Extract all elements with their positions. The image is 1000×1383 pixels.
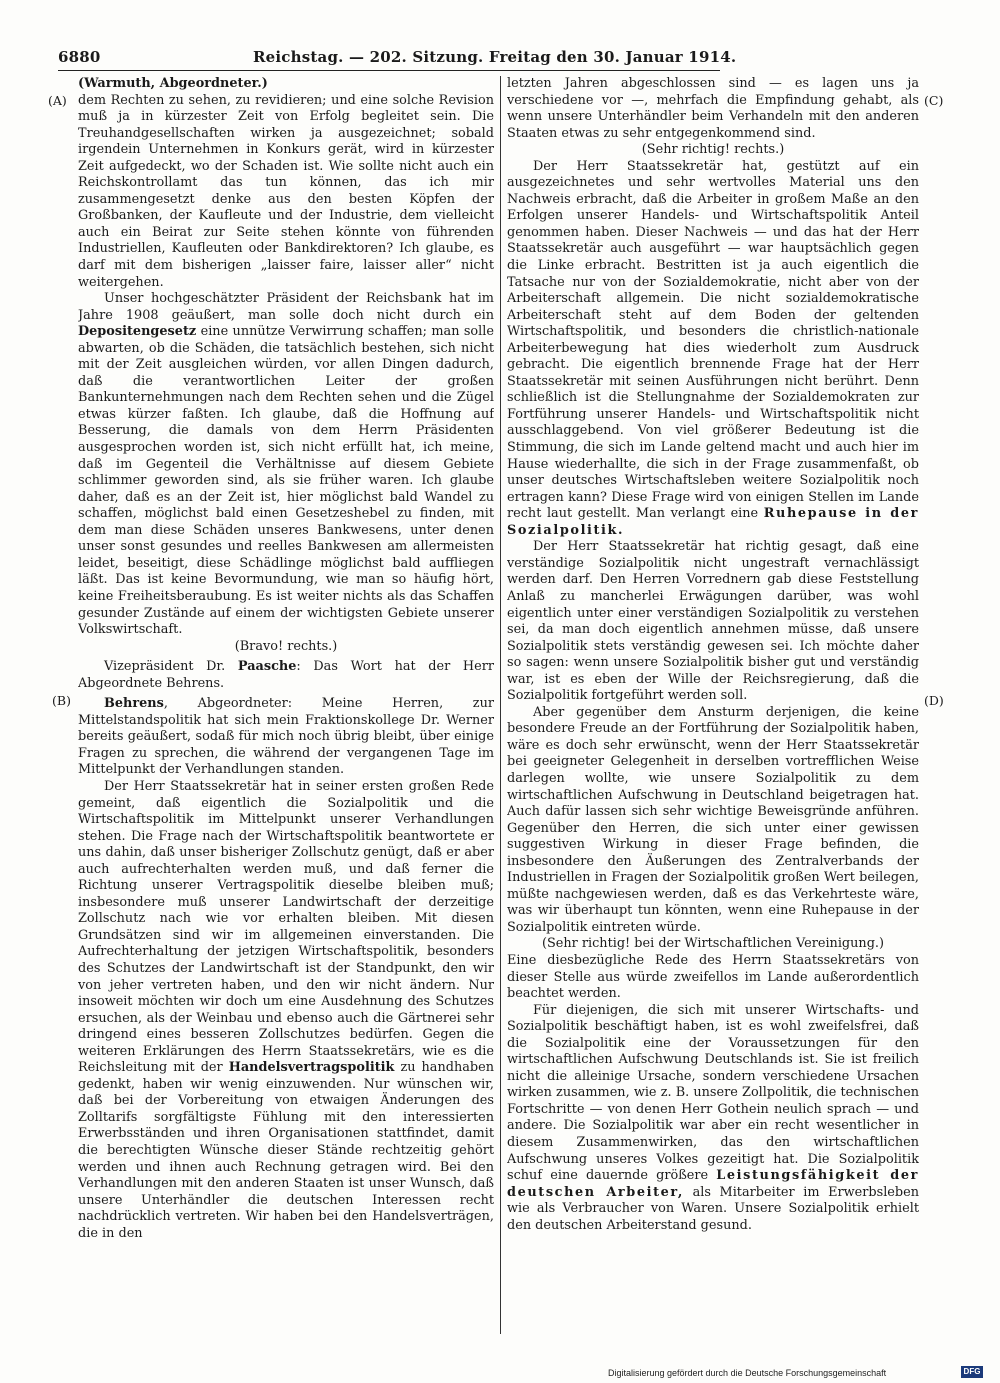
- interjection: (Sehr richtig! rechts.): [641, 142, 785, 158]
- digitization-credit: Digitalisierung gefördert durch die Deutsche Forschungsgemeinschaft: [608, 1368, 887, 1378]
- running-title: Reichstag. — 202. Sitzung. Freitag den 30. Januar 1914.: [253, 48, 737, 66]
- interjection: (Bravo! rechts.): [234, 638, 338, 654]
- paragraph: Der Herr Staatssekretär hat, gestützt auf ein ausgezeichnetes und sehr wertvolles Material uns den Nachweis erbracht, daß die Arbeiter in großem Maße an den Erfolgen unserer Handels- und Wirtschaftspolitik Anteil genommen haben. Dieser Nachweis — und das hat der Herr Staatssekretär auch ausgeführt — war hauptsächlich gegen die Linke erbracht. Bestritten ist ja auch eigentlich die Tatsache nur von der Sozialdemokratie, nicht aber von der Arbeiterschaft allgemein. Die nicht sozialdemokratische Arbeiterschaft steht auf dem Boden der geltenden Wirtschaftspolitik, und besonders die christlich-nationale Arbeiterbewegung hat dies wiederholt zum Ausdruck gebracht. Die eigentlich brennende Frage hat der Herr Staatssekretär mit seinen Ausführungen nicht berührt. Denn schließlich ist die Stellungnahme der Sozialdemokraten zur Fortführung unserer Handels- und Wirtschaftspolitik nicht ausschlaggebend. Von viel größerer Bedeutung ist die Stimmung, die sich im Lande geltend macht und auch hier im Hause wiederhallte, die sich in der Frage zusammenfaßt, ob unser deutsches Wirtschaftsleben weitere Sozialpolitik noch ertragen kann? Diese Frage wird von einigen Stellen im Lande recht laut gestellt. Man verlangt eine Ruhepause in der Sozialpolitik.: [507, 158, 919, 538]
- paragraph: Für diejenigen, die sich mit unserer Wirtschafts- und Sozialpolitik beschäftigt haben, ist es wohl zweifelsfrei, daß die Sozialpolitik eine der Voraussetzungen für den wirtschaftlichen Aufschwung Deutschlands ist. Sie ist freilich nicht die alleinige Ursache, sondern verschiedene Ursachen wirken zusammen, wie z. B. unsere Zollpolitik, die technischen Fortschritte — von denen Herr Gothein neulich sprach — und andere. Die Sozialpolitik war aber ein recht wesentlicher in diesem Zusammenwirken, das den wirtschaftlichen Aufschwung unseres Volkes gezeitigt hat. Die Sozialpolitik schuf eine dauernde größere Leistungsfähigkeit der deutschen Arbeiter, als Mitarbeiter im Erwerbsleben wie als Verbraucher von Waren. Unsere Sozialpolitik erhielt den deutschen Arbeiterstand gesund.: [507, 1002, 919, 1233]
- margin-marker-a: (A): [48, 93, 67, 108]
- left-column: [78, 76, 494, 1334]
- paragraph: Unser hochgeschätzter Präsident der Reichsbank hat im Jahre 1908 geäußert, man solle doch nicht durch ein Depositengesetz eine unnütze Verwirrung schaffen; man solle abwarten, ob die Schäden, die tatsächlich bestehen, sich nicht mit der Zeit ausgleichen würden, vor allen Dingen dadurch, daß die verantwortlichen Leiter der großen Bankunternehmungen nach dem Rechten sehen und die Zügel etwas kürzer faßten. Ich glaube, daß die Hoffnung auf Besserung, die damals von dem Herrn Präsidenten ausgesprochen worden ist, sich nicht erfüllt hat, ich meine, daß im Gegenteil die Verhältnisse auf diesem Gebiete schlimmer geworden sind, als sie früher waren. Ich glaube daher, daß es an der Zeit ist, hier möglichst bald Wandel zu schaffen, möglichst bald einen Gesetzeshebel zu finden, mit dem man diese Schäden unseres Bankwesens, unter denen unser sonst gesundes und reelles Bankwesen am allermeisten leidet, beseitigt, diese Schädlinge möglichst bald auffliegen läßt. Das ist keine Bevormundung, wie man so häufig hört, keine Freiheitsberaubung. Es ist weiter nichts als das Schaffen gesunder Zustände auf einem der wichtigsten Gebiete unserer Volkswirtschaft.: [78, 291, 494, 638]
- column-divider: [500, 76, 501, 1334]
- speaker-name: Behrens: [104, 696, 164, 712]
- paragraph: letzten Jahren abgeschlossen sind — es lagen uns ja verschiedene vor —, mehrfach die Empfindung gehabt, als wenn unsere Unterhändler beim Verhandeln mit den anderen Staaten etwas zu sehr entgegenkommend sind.: [507, 76, 919, 141]
- speaker-intro: Vizepräsident Dr. Paasche: Das Wort hat der Herr Abgeordnete Behrens.: [78, 659, 494, 691]
- paragraph: Der Herr Staatssekretär hat richtig gesagt, daß eine verständige Sozialpolitik nicht ungestraft vernachlässigt werden darf. Den Herren Vorrednern gab diese Feststellung Anlaß zu mancherlei Erwägungen darüber, was wohl eigentlich unter einer verständigen Sozialpolitik zu verstehen sei, da man doch eigentlich annehmen müsse, daß unsere Sozialpolitik stets verständig gewesen sei. Ich möchte daher so sagen: wenn unsere Sozialpolitik bisher gut und verständig war, ist es eben der Wille der Reichsregierung, daß die Sozialpolitik fortgeführt werden soll.: [507, 539, 919, 704]
- speaker-tag: (Warmuth, Abgeordneter.): [78, 76, 268, 91]
- paragraph: Eine diesbezügliche Rede des Herrn Staatssekretärs von dieser Stelle aus würde zweifellos im Lande außerordentlich beachtet werden.: [507, 952, 919, 1002]
- margin-marker-c: (C): [924, 93, 944, 108]
- page-header: [58, 44, 737, 71]
- paragraph: Aber gegenüber dem Ansturm derjenigen, die keine besondere Freude an der Fortführung der Sozialpolitik haben, wäre es doch sehr erwünscht, wenn der Herr Staatssekretär bei geeigneter Gelegenheit in derselben vortrefflichen Weise darlegen wollte, wie unsere Sozialpolitik zu dem wirtschaftlichen Aufschwung in Deutschland beigetragen hat. Auch dafür lassen sich sehr wichtige Beweisgründe anführen. Gegenüber den Herren, die sich unter einer gewissen suggestiven Wirkung in dieser Frage befinden, die insbesondere den Äußerungen des Zentralverbands der Industriellen in Fragen der Sozialpolitik großen Wert beilegen, müßte nachgewiesen werden, daß es das Verkehrteste wäre, was wir überhaupt tun könnten, wenn eine Ruhepause in der Sozialpolitik eintreten würde.: [507, 704, 919, 935]
- paragraph: Behrens, Abgeordneter: Meine Herren, zur Mittelstandspolitik hat sich mein Fraktionskollege Dr. Werner bereits geäußert, sodaß für mich noch übrig bleibt, über einige Fragen zu sprechen, die während der vergangenen Tage im Mittelpunkt der Verhandlungen standen.: [78, 696, 494, 778]
- page-number: 6880: [58, 48, 101, 66]
- paragraph: dem Rechten zu sehen, zu revidieren; und eine solche Revision muß ja in kürzester Zeit von Erfolg begleitet sein. Die Treuhandgesellschaften wirken ja ausgezeichnet; sobald irgendein Unternehmen in Konkurs gerät, wird in kürzester Zeit aufgedeckt, wo der Schaden ist. Wie sollte nicht auch ein Reichskontrollamt das tun können, das ich mir zusammengesetzt denke aus den besten Köpfen der Großbanken, der Kaufleute und der Industrie, dem vielleicht auch ein Beirat zur Seite stehen könnte von führenden Industriellen, Kaufleuten oder Bankdirektoren? Ich glaube, es darf mit dem bisherigen „laisser faire, laisser aller“ nicht weitergehen.: [78, 92, 494, 290]
- paragraph: Der Herr Staatssekretär hat in seiner ersten großen Rede gemeint, daß eigentlich die Sozialpolitik und die Wirtschaftspolitik im Mittelpunkt unserer Verhandlungen stehen. Die Frage nach der Wirtschaftspolitik beantwortete er uns dahin, daß unser bisheriger Zollschutz genügt, daß er aber auch aufrechterhalten werden muß, und daß ferner die Richtung unserer Vertragspolitik dieselbe bleiben muß; insbesondere muß unserer Landwirtschaft der derzeitige Zollschutz nach wie vor erhalten bleiben. Mit diesen Grundsätzen sind wir im allgemeinen einverstanden. Die Aufrechterhaltung der jetzigen Wirtschaftspolitik, besonders des Schutzes der Landwirtschaft ist der Standpunkt, den wir von jeher vertreten haben, und den wir nicht ändern. Nur insoweit möchten wir doch um eine Ausdehnung des Schutzes ersuchen, als der Weinbau und ebenso auch die Gärtnerei sehr dringend eines besseren Zollschutzes bedürfen. Gegen die weiteren Erklärungen des Herrn Staatssekretärs, wie es die Reichsleitung mit der Handelsvertragspolitik zu handhaben gedenkt, haben wir wenig einzuwenden. Nur wünschen wir, daß bei der Vorbereitung von etwaigen Änderungen des Zolltarifs sorgfältigste Fühlung mit den interessierten Erwerbsständen und ihren Organisationen stattfindet, damit die berechtigten Wünsche dieser Stände rechtzeitig gehört werden und ihnen auch Rechnung getragen wird. Bei den Verhandlungen mit den anderen Staaten ist unser Wunsch, daß unsere Unterhändler die deutschen Interessen recht nachdrücklich vertreten. Wir haben bei den Handelsverträgen, die in den: [78, 778, 494, 1241]
- interjection: (Sehr richtig! bei der Wirtschaftlichen Vereinigung.): [541, 936, 885, 952]
- margin-marker-d: (D): [924, 693, 944, 708]
- speaker-name: Paasche: [237, 659, 297, 675]
- emphasis-term: Ruhepause in der Sozialpolitik.: [507, 506, 919, 538]
- emphasis-term: Depositengesetz: [78, 324, 197, 340]
- emphasis-term: Handelsvertragspolitik: [228, 1060, 395, 1076]
- right-column: [507, 76, 919, 1334]
- emphasis-term: Leistungsfähigkeit der deutschen Arbeiter,: [507, 1168, 919, 1200]
- margin-marker-b: (B): [52, 693, 71, 708]
- dfg-logo: DFG: [961, 1366, 983, 1378]
